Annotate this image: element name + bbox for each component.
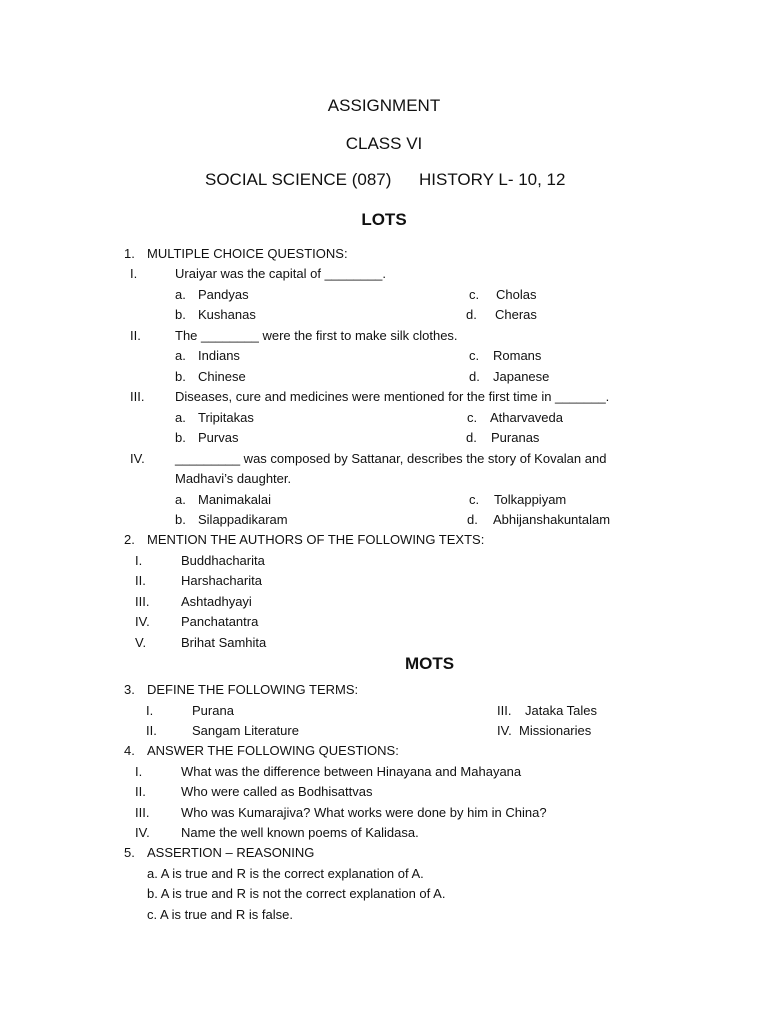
option-letter: c. [467,410,478,425]
option-letter: b. [175,369,186,384]
assignment-title: ASSIGNMENT [327,96,441,115]
item-text: The ________ were the first to make silk clothes. [175,328,458,343]
option-letter: a. [175,410,186,425]
chapters-heading: HISTORY L- 10, 12 [419,170,566,189]
item-number: II. [130,328,141,343]
item-text: _________ was composed by Sattanar, describes the story of Kovalan and [175,451,607,466]
question-title: ANSWER THE FOLLOWING QUESTIONS: [147,743,399,758]
option-letter: c. [469,492,480,507]
lots-heading: LOTS [361,210,407,229]
option-text: Pandyas [198,287,249,302]
item-number: I. [130,266,138,281]
question-number: 4. [124,743,135,758]
item-number: V. [135,635,147,650]
option-letter: d. [467,512,478,527]
item-number: IV. [135,825,150,840]
option-letter: a. [175,348,186,363]
option-letter: b. [175,430,186,445]
question-number: 3. [124,682,135,697]
option-letter: a. [175,492,186,507]
item-text: Harshacharita [181,573,262,588]
subject-heading: SOCIAL SCIENCE (087) [205,170,392,189]
option-text: Manimakalai [198,492,271,507]
option-letter: d. [466,430,477,445]
item-number: III. [497,703,512,718]
item-number: II. [135,784,146,799]
option-letter: c. [469,348,480,363]
question-title: MENTION THE AUTHORS OF THE FOLLOWING TEXTS: [147,532,485,547]
option-text: Kushanas [198,307,256,322]
option-text: Chinese [198,369,246,384]
item-number: IV. [130,451,145,466]
item-text: Panchatantra [181,614,259,629]
item-text: Brihat Samhita [181,635,267,650]
option-text: Japanese [493,369,550,384]
item-number: II. [135,573,146,588]
item-text: Sangam Literature [192,723,299,738]
item-text: Ashtadhyayi [181,594,252,609]
option-letter: d. [469,369,480,384]
option-letter: a. [175,287,186,302]
option-text: Cholas [496,287,537,302]
item-text-continued: Madhavi’s daughter. [175,471,292,486]
item-text: Name the well known poems of Kalidasa. [181,825,419,840]
question-title: DEFINE THE FOLLOWING TERMS: [147,682,359,697]
option-text: Silappadikaram [198,512,288,527]
item-number: I. [146,703,154,718]
item-text: Buddhacharita [181,553,265,568]
item-number: IV. [135,614,150,629]
item-number: III. [130,389,145,404]
question-number: 1. [124,246,135,261]
option-text: Tolkappiyam [494,492,567,507]
option-text: Indians [198,348,240,363]
mots-heading: MOTS [405,654,455,673]
item-number: II. [146,723,157,738]
question-title: MULTIPLE CHOICE QUESTIONS: [147,246,348,261]
option-letter: c. [469,287,480,302]
option-text: c. A is true and R is false. [147,907,293,922]
option-letter: b. [175,512,186,527]
question-number: 2. [124,532,135,547]
item-text: Purana [192,703,234,718]
item-number: IV. [497,723,512,738]
option-text: Tripitakas [198,410,254,425]
option-letter: d. [466,307,477,322]
item-number: I. [135,764,143,779]
item-text: Uraiyar was the capital of ________. [175,266,387,281]
item-number: III. [135,594,150,609]
item-text: Diseases, cure and medicines were mentioned for the first time in _______. [175,389,610,404]
item-text: Missionaries [519,723,592,738]
option-text: Cheras [495,307,537,322]
option-text: Abhijanshakuntalam [493,512,611,527]
item-text: Who were called as Bodhisattvas [181,784,373,799]
option-text: Romans [493,348,542,363]
item-text: Who was Kumarajiva? What works were done by him in China? [181,805,547,820]
option-text: Puranas [491,430,540,445]
class-heading: CLASS VI [345,134,423,153]
item-number: III. [135,805,150,820]
item-text: What was the difference between Hinayana and Mahayana [181,764,522,779]
option-text: a. A is true and R is the correct explanation of A. [147,866,424,881]
item-text: Jataka Tales [525,703,598,718]
item-number: I. [135,553,143,568]
option-letter: b. [175,307,186,322]
option-text: b. A is true and R is not the correct explanation of A. [147,886,446,901]
option-text: Atharvaveda [490,410,563,425]
question-number: 5. [124,845,135,860]
question-title: ASSERTION – REASONING [147,845,315,860]
option-text: Purvas [198,430,239,445]
